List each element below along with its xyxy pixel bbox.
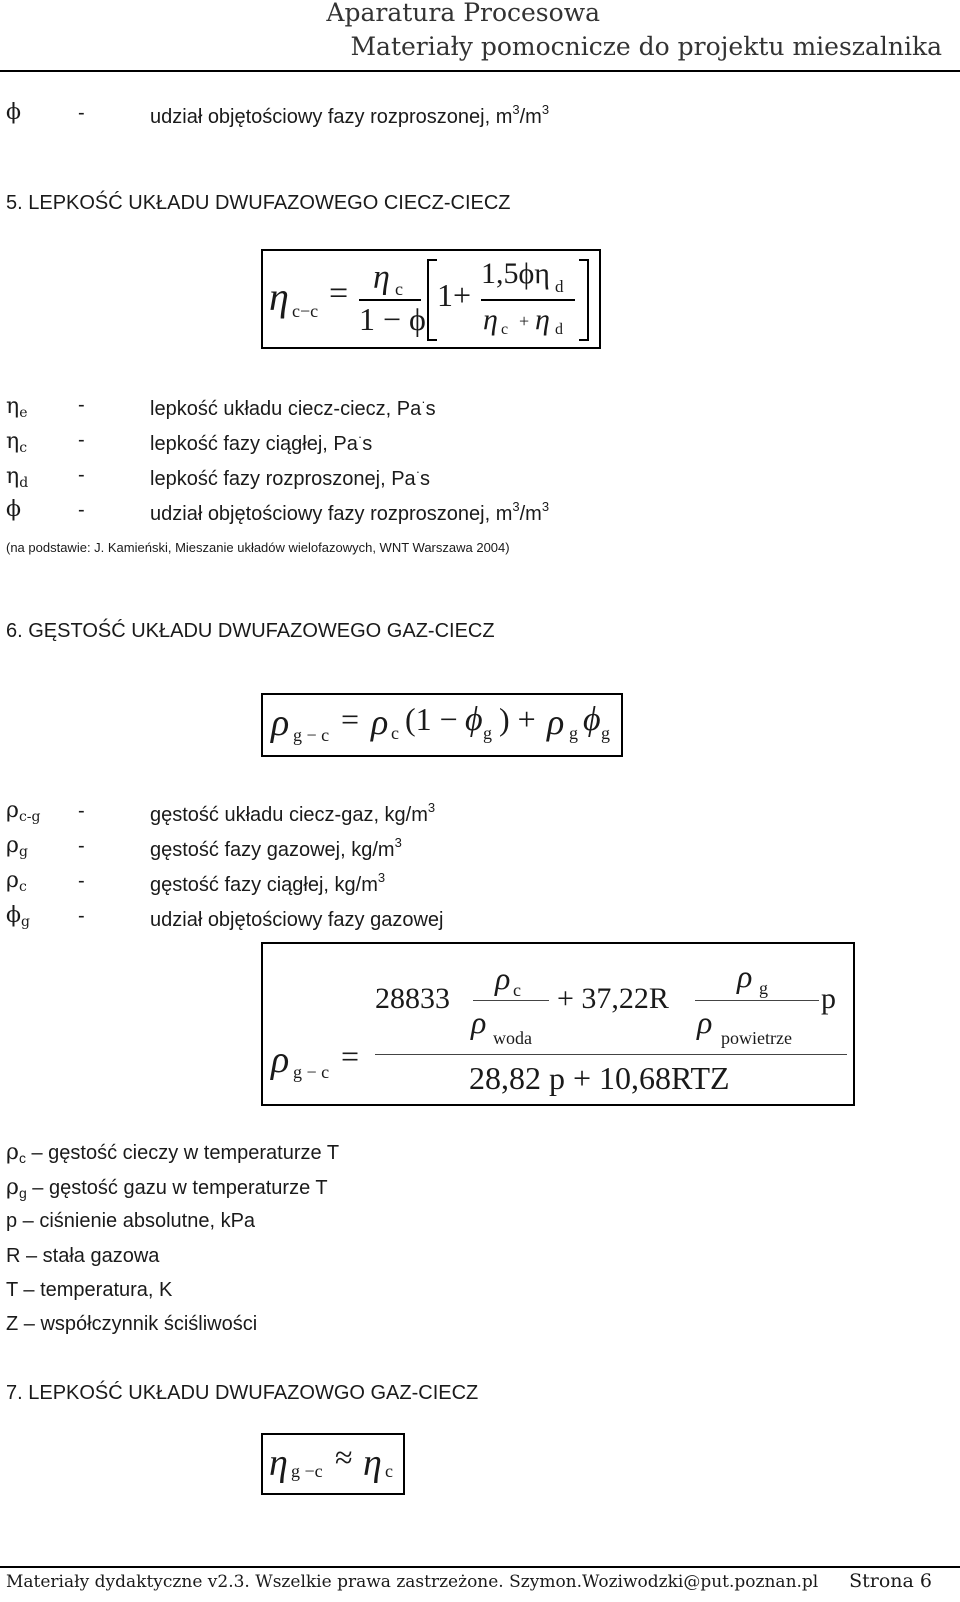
phi-g-sub: g	[483, 723, 492, 743]
formula-inner-num: 1,5ϕη	[481, 257, 550, 290]
section-7-title: 7. LEPKOŚĆ UKŁADU DWUFAZOWGO GAZ-CIECZ	[6, 1382, 479, 1404]
header-subtitle: Materiały pomocnicze do projektu mieszalnika	[350, 32, 942, 61]
definition-text: udział objętościowy fazy rozproszonej, $m^3/m^3$	[150, 499, 550, 525]
rho-c: ρ	[495, 960, 511, 996]
rho-symbol: $\rho_g$	[6, 833, 28, 860]
gas-liquid-viscosity-formula-box	[261, 1433, 405, 1495]
rho-gas-ratio-bar	[695, 1000, 819, 1001]
legend-pressure: p – ciśnienie absolutne, kPa	[6, 1210, 256, 1232]
formula-num-eta: η	[373, 259, 390, 296]
dash: -	[78, 429, 85, 451]
inner-fraction-bar	[481, 299, 575, 301]
rho-lhs: ρ	[271, 702, 290, 744]
definition-text: lepkość układu ciecz-ciecz, Pa·s	[150, 394, 436, 420]
formula-equals: =	[341, 1038, 360, 1074]
formula-inner-den-plus: +	[519, 311, 530, 331]
phi-g2: ϕ	[583, 701, 601, 738]
const-28833: 28833	[375, 982, 450, 1015]
formula-inner-den-a-sub: c	[501, 321, 509, 338]
definition-text: lepkość fazy ciągłej, Pa·s	[150, 429, 373, 455]
rho-lhs: ρ	[271, 1039, 290, 1081]
plus-37-22-r: + 37,22R	[557, 982, 669, 1015]
definition-text: gęstość fazy gazowej, $kg/m^3$	[150, 835, 402, 861]
eta-symbol: $\eta_d$	[6, 464, 29, 491]
formula-equals: =	[341, 701, 360, 737]
paren-close: ) +	[499, 701, 536, 737]
definition-text: udział objętościowy fazy rozproszonej, $m^3/m^3$	[150, 102, 550, 128]
dash: -	[78, 499, 85, 521]
formula-denominator: 28,82 p + 10,68RTZ	[469, 1060, 730, 1096]
eta-symbol: $\eta_e$	[6, 394, 28, 421]
dash: -	[78, 394, 85, 416]
rho-lhs-sub: g − c	[293, 1062, 330, 1082]
header-rule	[0, 70, 960, 72]
rho-g-sub: g	[759, 978, 768, 998]
dash: -	[78, 800, 85, 822]
eta-lhs-sub: g −c	[291, 1461, 323, 1481]
legend-gas-constant: R – stała gazowa	[6, 1245, 160, 1267]
formula-one-plus: 1+	[437, 277, 472, 313]
legend-temperature: T – temperatura, K	[6, 1279, 173, 1301]
dash: -	[78, 464, 85, 486]
formula-den: 1 − ϕ	[359, 301, 426, 337]
dash: -	[78, 835, 85, 857]
formula-inner-den-b: η	[535, 303, 550, 336]
gas-liquid-density-formula-box	[261, 942, 855, 1106]
phi-symbol: $\phi_g$	[6, 903, 30, 930]
phi-symbol: ϕ	[6, 497, 21, 522]
dash: -	[78, 102, 85, 124]
rho-powietrze-sub: powietrze	[721, 1028, 792, 1048]
rho-g: ρ	[737, 958, 753, 994]
rho-woda-sub: woda	[493, 1028, 532, 1048]
phi-symbol: ϕ	[6, 100, 21, 125]
density-formula-box	[261, 693, 623, 757]
main-fraction-bar	[375, 1054, 847, 1055]
left-bracket	[427, 259, 437, 341]
formula-eta-lhs-sub: c−c	[292, 301, 319, 321]
paren-open: (1 −	[405, 701, 458, 737]
source-citation: (na podstawie: J. Kamieński, Mieszanie układów wielofazowych, WNT Warszawa 2004)	[6, 540, 510, 555]
eta-lhs: η	[269, 1442, 288, 1484]
formula-num-sub: c	[395, 279, 403, 299]
definition-text: gęstość układu ciecz-gaz, $kg/m^3$	[150, 800, 436, 826]
phi-g2-sub: g	[601, 723, 610, 743]
footer-rule	[0, 1566, 960, 1568]
rho-symbol: $\rho_c$	[6, 868, 27, 895]
footer-page-number: Strona 6	[849, 1570, 932, 1592]
approx-sign: ≈	[335, 1439, 353, 1475]
rho-g: ρ	[547, 702, 565, 742]
pressure-p: p	[821, 982, 836, 1015]
eta-rhs-sub: c	[385, 1461, 393, 1481]
definition-text: lepkość fazy rozproszonej, Pa·s	[150, 464, 431, 490]
section-6-title: 6. GĘSTOŚĆ UKŁADU DWUFAZOWEGO GAZ-CIECZ	[6, 620, 495, 642]
dash: -	[78, 870, 85, 892]
viscosity-formula-box	[261, 249, 601, 349]
header-title: Aparatura Procesowa	[326, 0, 600, 27]
rho-woda: ρ	[471, 1004, 487, 1040]
formula-inner-den-b-sub: d	[555, 321, 563, 338]
definition-text: udział objętościowy fazy gazowej	[150, 909, 444, 931]
rho-powietrze: ρ	[697, 1004, 713, 1040]
rho-c-sub: c	[513, 980, 521, 1000]
legend-rho-g: $\rho_g$ – gęstość gazu w temperaturze T	[6, 1175, 328, 1201]
rho-symbol: $\rho_{c-g}$	[6, 798, 41, 825]
eta-symbol: $\eta_c$	[6, 429, 28, 456]
legend-rho-c: $\rho_c$ – gęstość cieczy w temperaturze T	[6, 1140, 340, 1166]
formula-eta-lhs: η	[269, 274, 289, 319]
rho-lhs-sub: g − c	[293, 725, 330, 745]
formula-inner-den-a: η	[483, 303, 498, 336]
formula-equals: =	[329, 275, 349, 312]
dash: -	[78, 905, 85, 927]
rho-g-sub: g	[569, 723, 578, 743]
phi-g: ϕ	[465, 701, 483, 738]
right-bracket	[579, 259, 589, 341]
section-5-title: 5. LEPKOŚĆ UKŁADU DWUFAZOWEGO CIECZ-CIECZ	[6, 192, 511, 214]
eta-rhs: η	[363, 1442, 382, 1484]
definition-text: gęstość fazy ciągłej, $kg/m^3$	[150, 870, 386, 896]
legend-compressibility: Z – współczynnik ściśliwości	[6, 1313, 258, 1335]
formula-inner-num-sub: d	[555, 277, 564, 296]
rho-ratio-bar	[473, 1000, 549, 1001]
rho-c: ρ	[371, 702, 389, 742]
footer-copyright: Materiały dydaktyczne v2.3. Wszelkie prawa zastrzeżone. Szymon.Woziwodzki@put.poznan.pl	[6, 1572, 819, 1592]
rho-c-sub: c	[391, 723, 399, 743]
